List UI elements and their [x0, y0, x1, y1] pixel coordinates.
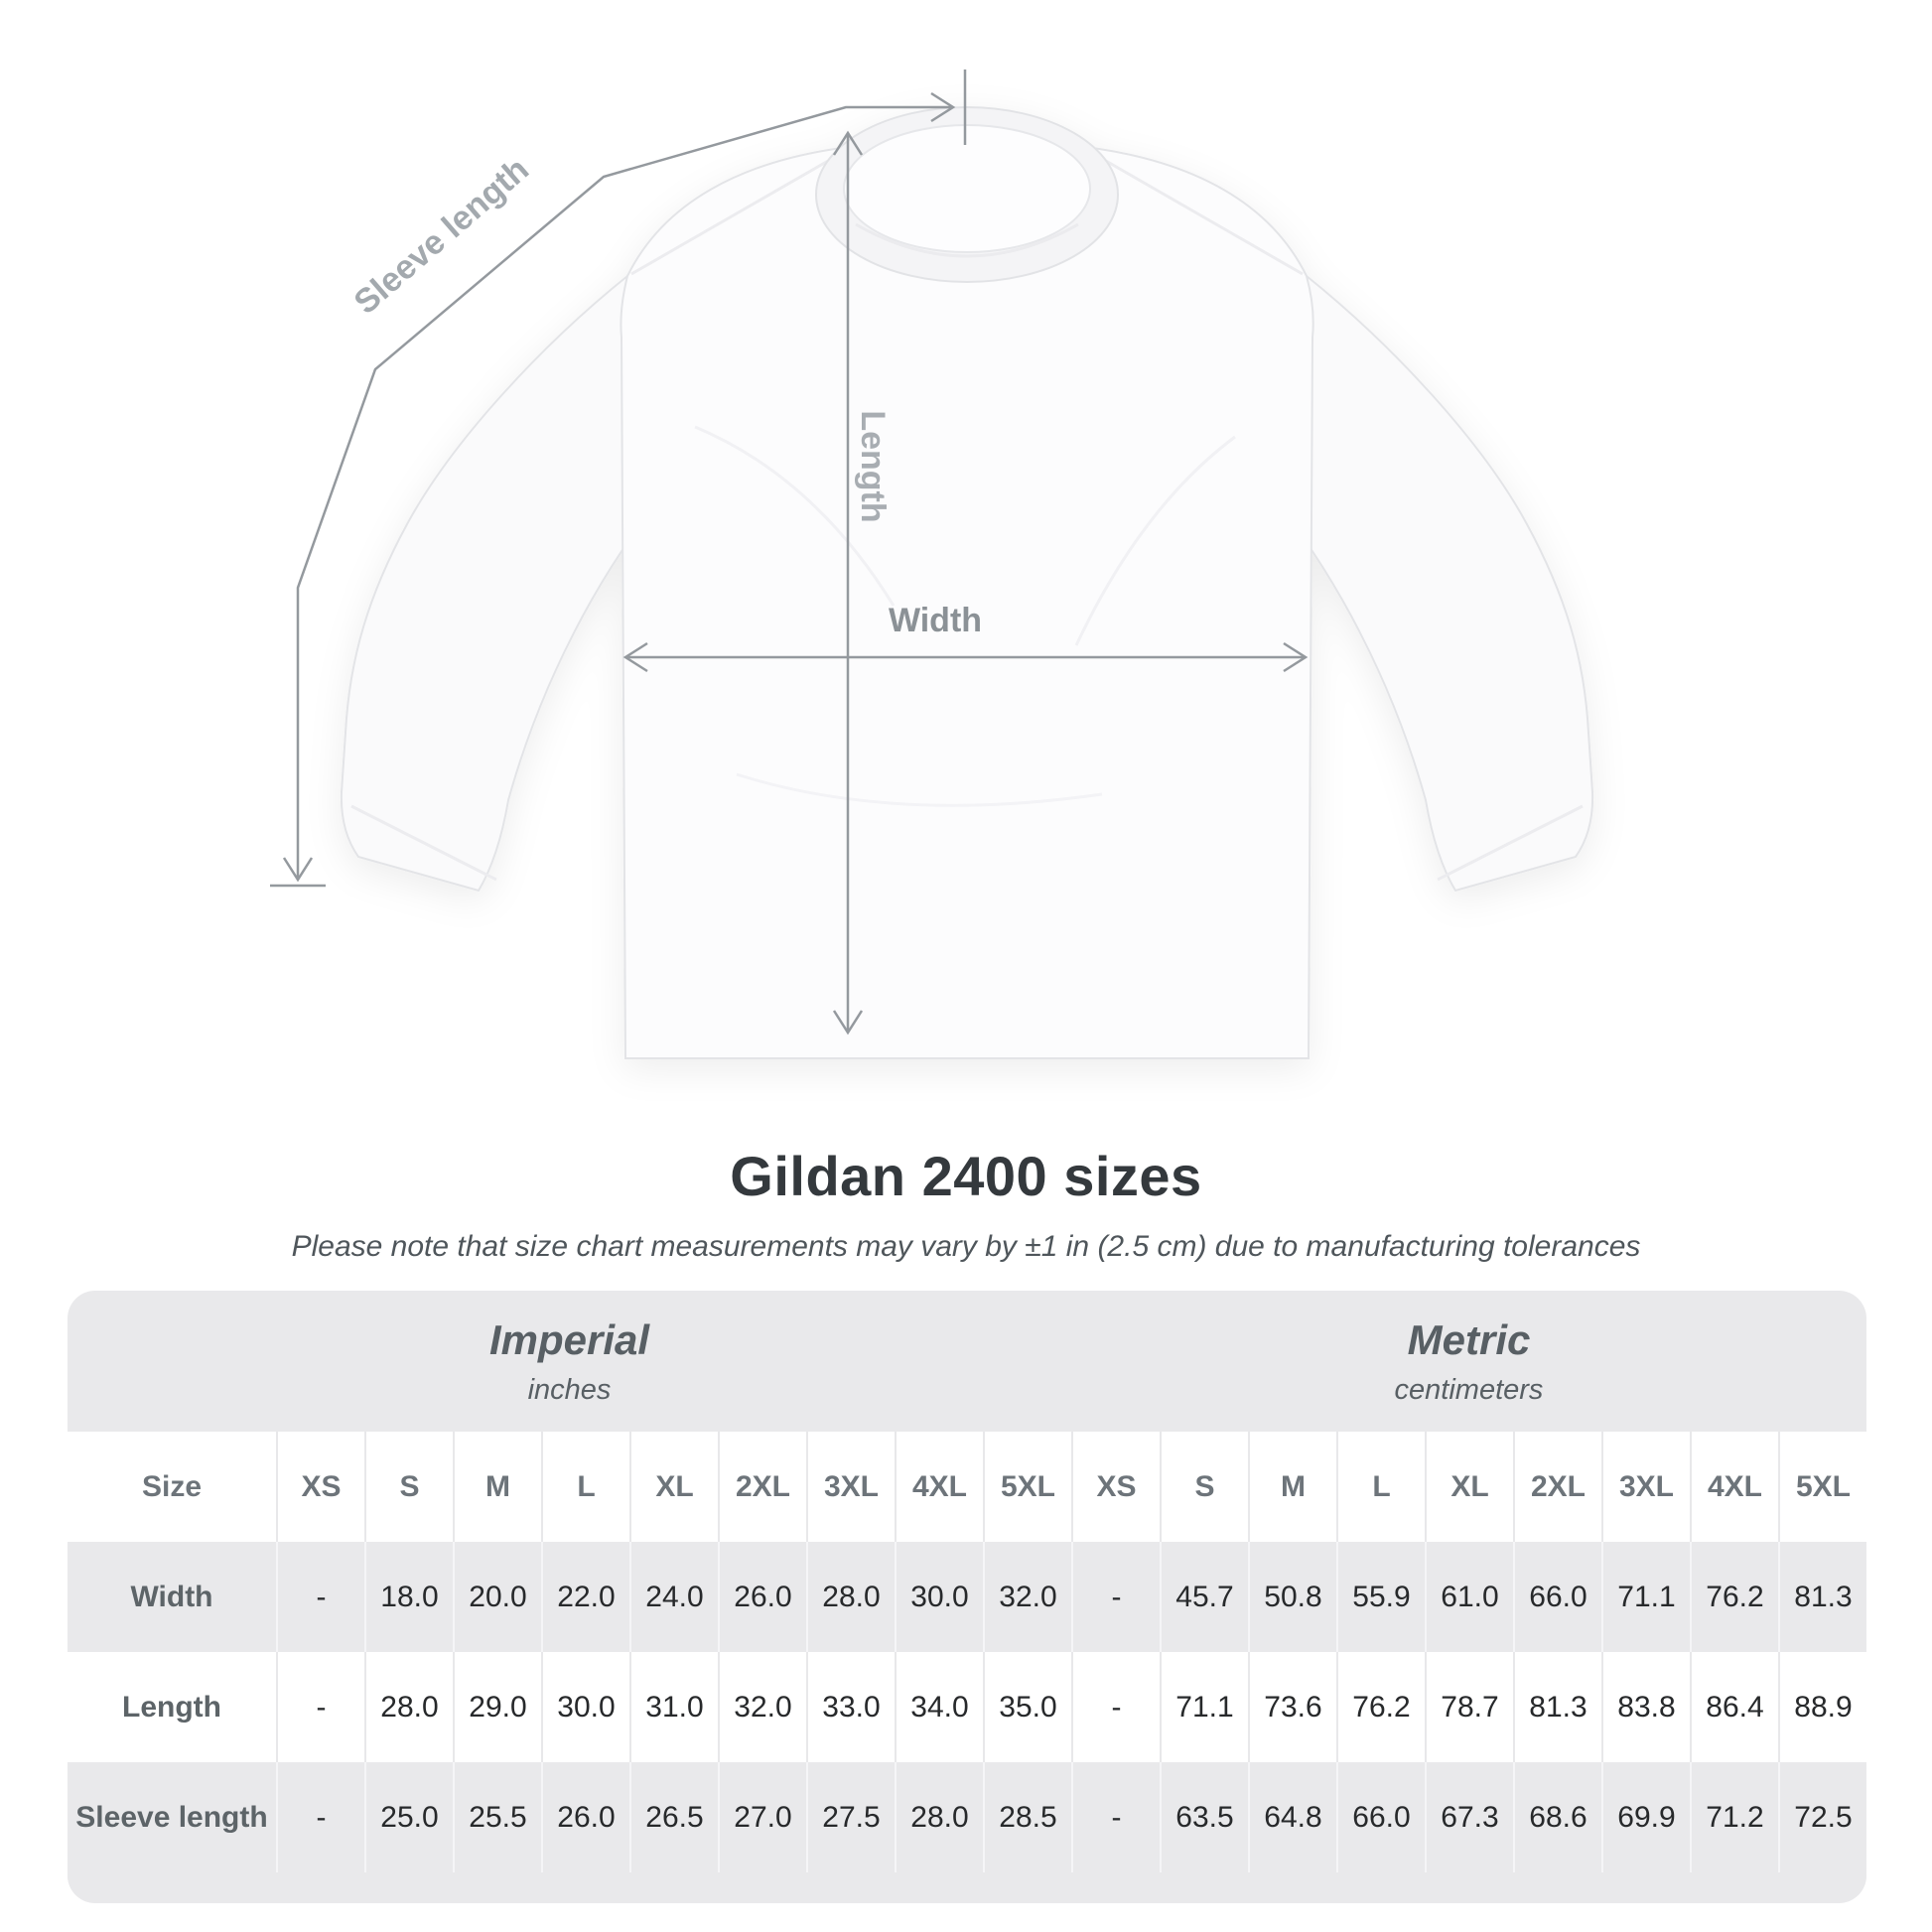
- row-label: Length: [122, 1690, 221, 1724]
- table-cell: 55.9: [1336, 1542, 1425, 1652]
- table-cell: 26.5: [629, 1762, 718, 1872]
- table-cell: -: [276, 1652, 364, 1762]
- table-cell: 63.5: [1160, 1762, 1248, 1872]
- table-cell: 26.0: [541, 1762, 629, 1872]
- table-cell: 20.0: [453, 1542, 541, 1652]
- table-cell: 88.9: [1778, 1652, 1866, 1762]
- page-title: Gildan 2400 sizes: [730, 1145, 1202, 1207]
- table-cell: 81.3: [1778, 1542, 1866, 1652]
- table-cell: -: [276, 1762, 364, 1872]
- table-cell: 32.0: [983, 1542, 1071, 1652]
- table-cell: 83.8: [1601, 1652, 1690, 1762]
- size-header-imperial-m: M: [453, 1432, 541, 1542]
- row-label: Sleeve length: [75, 1800, 268, 1834]
- centimeters-label: centimeters: [1394, 1373, 1544, 1406]
- table-cell: 71.2: [1690, 1762, 1778, 1872]
- table-cell: 64.8: [1248, 1762, 1336, 1872]
- size-header-metric-xs: XS: [1071, 1432, 1160, 1542]
- table-cell: 76.2: [1336, 1652, 1425, 1762]
- table-cell: 66.0: [1336, 1762, 1425, 1872]
- metric-group-header: [1071, 1291, 1866, 1432]
- table-cell: 33.0: [806, 1652, 895, 1762]
- size-header-row: [68, 1432, 1866, 1542]
- shirt-graphic: [342, 107, 1592, 1058]
- size-header-metric-xl: XL: [1425, 1432, 1513, 1542]
- table-cell: 73.6: [1248, 1652, 1336, 1762]
- table-cell: 28.0: [806, 1542, 895, 1652]
- table-cell: 81.3: [1513, 1652, 1601, 1762]
- size-header-imperial-l: L: [541, 1432, 629, 1542]
- size-header-metric-m: M: [1248, 1432, 1336, 1542]
- collar-opening: [844, 125, 1090, 252]
- table-cell: 66.0: [1513, 1542, 1601, 1652]
- table-cell: 35.0: [983, 1652, 1071, 1762]
- inches-label: inches: [527, 1373, 612, 1406]
- table-cell: 28.0: [895, 1762, 983, 1872]
- table-cell: 76.2: [1690, 1542, 1778, 1652]
- table-cell: 61.0: [1425, 1542, 1513, 1652]
- metric-label: Metric: [1407, 1315, 1531, 1363]
- size-header-metric-s: S: [1160, 1432, 1248, 1542]
- size-header-metric-3xl: 3XL: [1601, 1432, 1690, 1542]
- table-cell: 67.3: [1425, 1762, 1513, 1872]
- table-cell: 28.5: [983, 1762, 1071, 1872]
- row-label: Width: [130, 1580, 213, 1613]
- size-header-metric-5xl: 5XL: [1778, 1432, 1866, 1542]
- table-cell: -: [1071, 1652, 1160, 1762]
- table-cell: 22.0: [541, 1542, 629, 1652]
- table-cell: 31.0: [629, 1652, 718, 1762]
- table-cell: 86.4: [1690, 1652, 1778, 1762]
- table-cell: 25.5: [453, 1762, 541, 1872]
- table-cell: 25.0: [364, 1762, 453, 1872]
- size-header-metric-4xl: 4XL: [1690, 1432, 1778, 1542]
- table-cell: 71.1: [1601, 1542, 1690, 1652]
- table-cell: 30.0: [541, 1652, 629, 1762]
- size-header-imperial-2xl: 2XL: [718, 1432, 806, 1542]
- table-cell: 29.0: [453, 1652, 541, 1762]
- table-cell: 45.7: [1160, 1542, 1248, 1652]
- measurement-row-width: [68, 1542, 1866, 1652]
- size-header-imperial-4xl: 4XL: [895, 1432, 983, 1542]
- table-cell: 27.0: [718, 1762, 806, 1872]
- table-rows: [68, 1432, 1866, 1902]
- table-cell: -: [276, 1542, 364, 1652]
- table-cell: 71.1: [1160, 1652, 1248, 1762]
- size-header-imperial-xl: XL: [629, 1432, 718, 1542]
- size-column-header: Size: [141, 1469, 203, 1503]
- size-table: [68, 1291, 1866, 1903]
- unit-group-band: [68, 1291, 1866, 1432]
- table-cell: 68.6: [1513, 1762, 1601, 1872]
- size-header-metric-l: L: [1336, 1432, 1425, 1542]
- page-subtitle: Please note that size chart measurements may vary by ±1 in (2.5 cm) due to manufacturing tolerances: [291, 1230, 1641, 1263]
- size-header-imperial-xs: XS: [276, 1432, 364, 1542]
- table-cell: 32.0: [718, 1652, 806, 1762]
- imperial-group-header: [68, 1291, 1071, 1432]
- table-cell: 27.5: [806, 1762, 895, 1872]
- size-header-metric-2xl: 2XL: [1513, 1432, 1601, 1542]
- title-block: [0, 1144, 1932, 1264]
- table-cell: 69.9: [1601, 1762, 1690, 1872]
- table-cell: 50.8: [1248, 1542, 1336, 1652]
- sleeve-length-label: Sleeve length: [346, 150, 536, 322]
- width-label: Width: [888, 602, 983, 639]
- imperial-label: Imperial: [488, 1315, 650, 1363]
- table-cell: 34.0: [895, 1652, 983, 1762]
- table-cell: 30.0: [895, 1542, 983, 1652]
- size-header-imperial-3xl: 3XL: [806, 1432, 895, 1542]
- size-header-imperial-s: S: [364, 1432, 453, 1542]
- table-cell: 72.5: [1778, 1762, 1866, 1872]
- table-cell: -: [1071, 1542, 1160, 1652]
- table-cell: 24.0: [629, 1542, 718, 1652]
- table-cell: -: [1071, 1762, 1160, 1872]
- table-cell: 26.0: [718, 1542, 806, 1652]
- measurement-row-length: [68, 1652, 1866, 1762]
- size-header-imperial-5xl: 5XL: [983, 1432, 1071, 1542]
- table-cell: 78.7: [1425, 1652, 1513, 1762]
- table-cell: 18.0: [364, 1542, 453, 1652]
- length-label: Length: [854, 410, 892, 523]
- measurement-row-sleeve-length: [68, 1762, 1866, 1902]
- table-cell: 28.0: [364, 1652, 453, 1762]
